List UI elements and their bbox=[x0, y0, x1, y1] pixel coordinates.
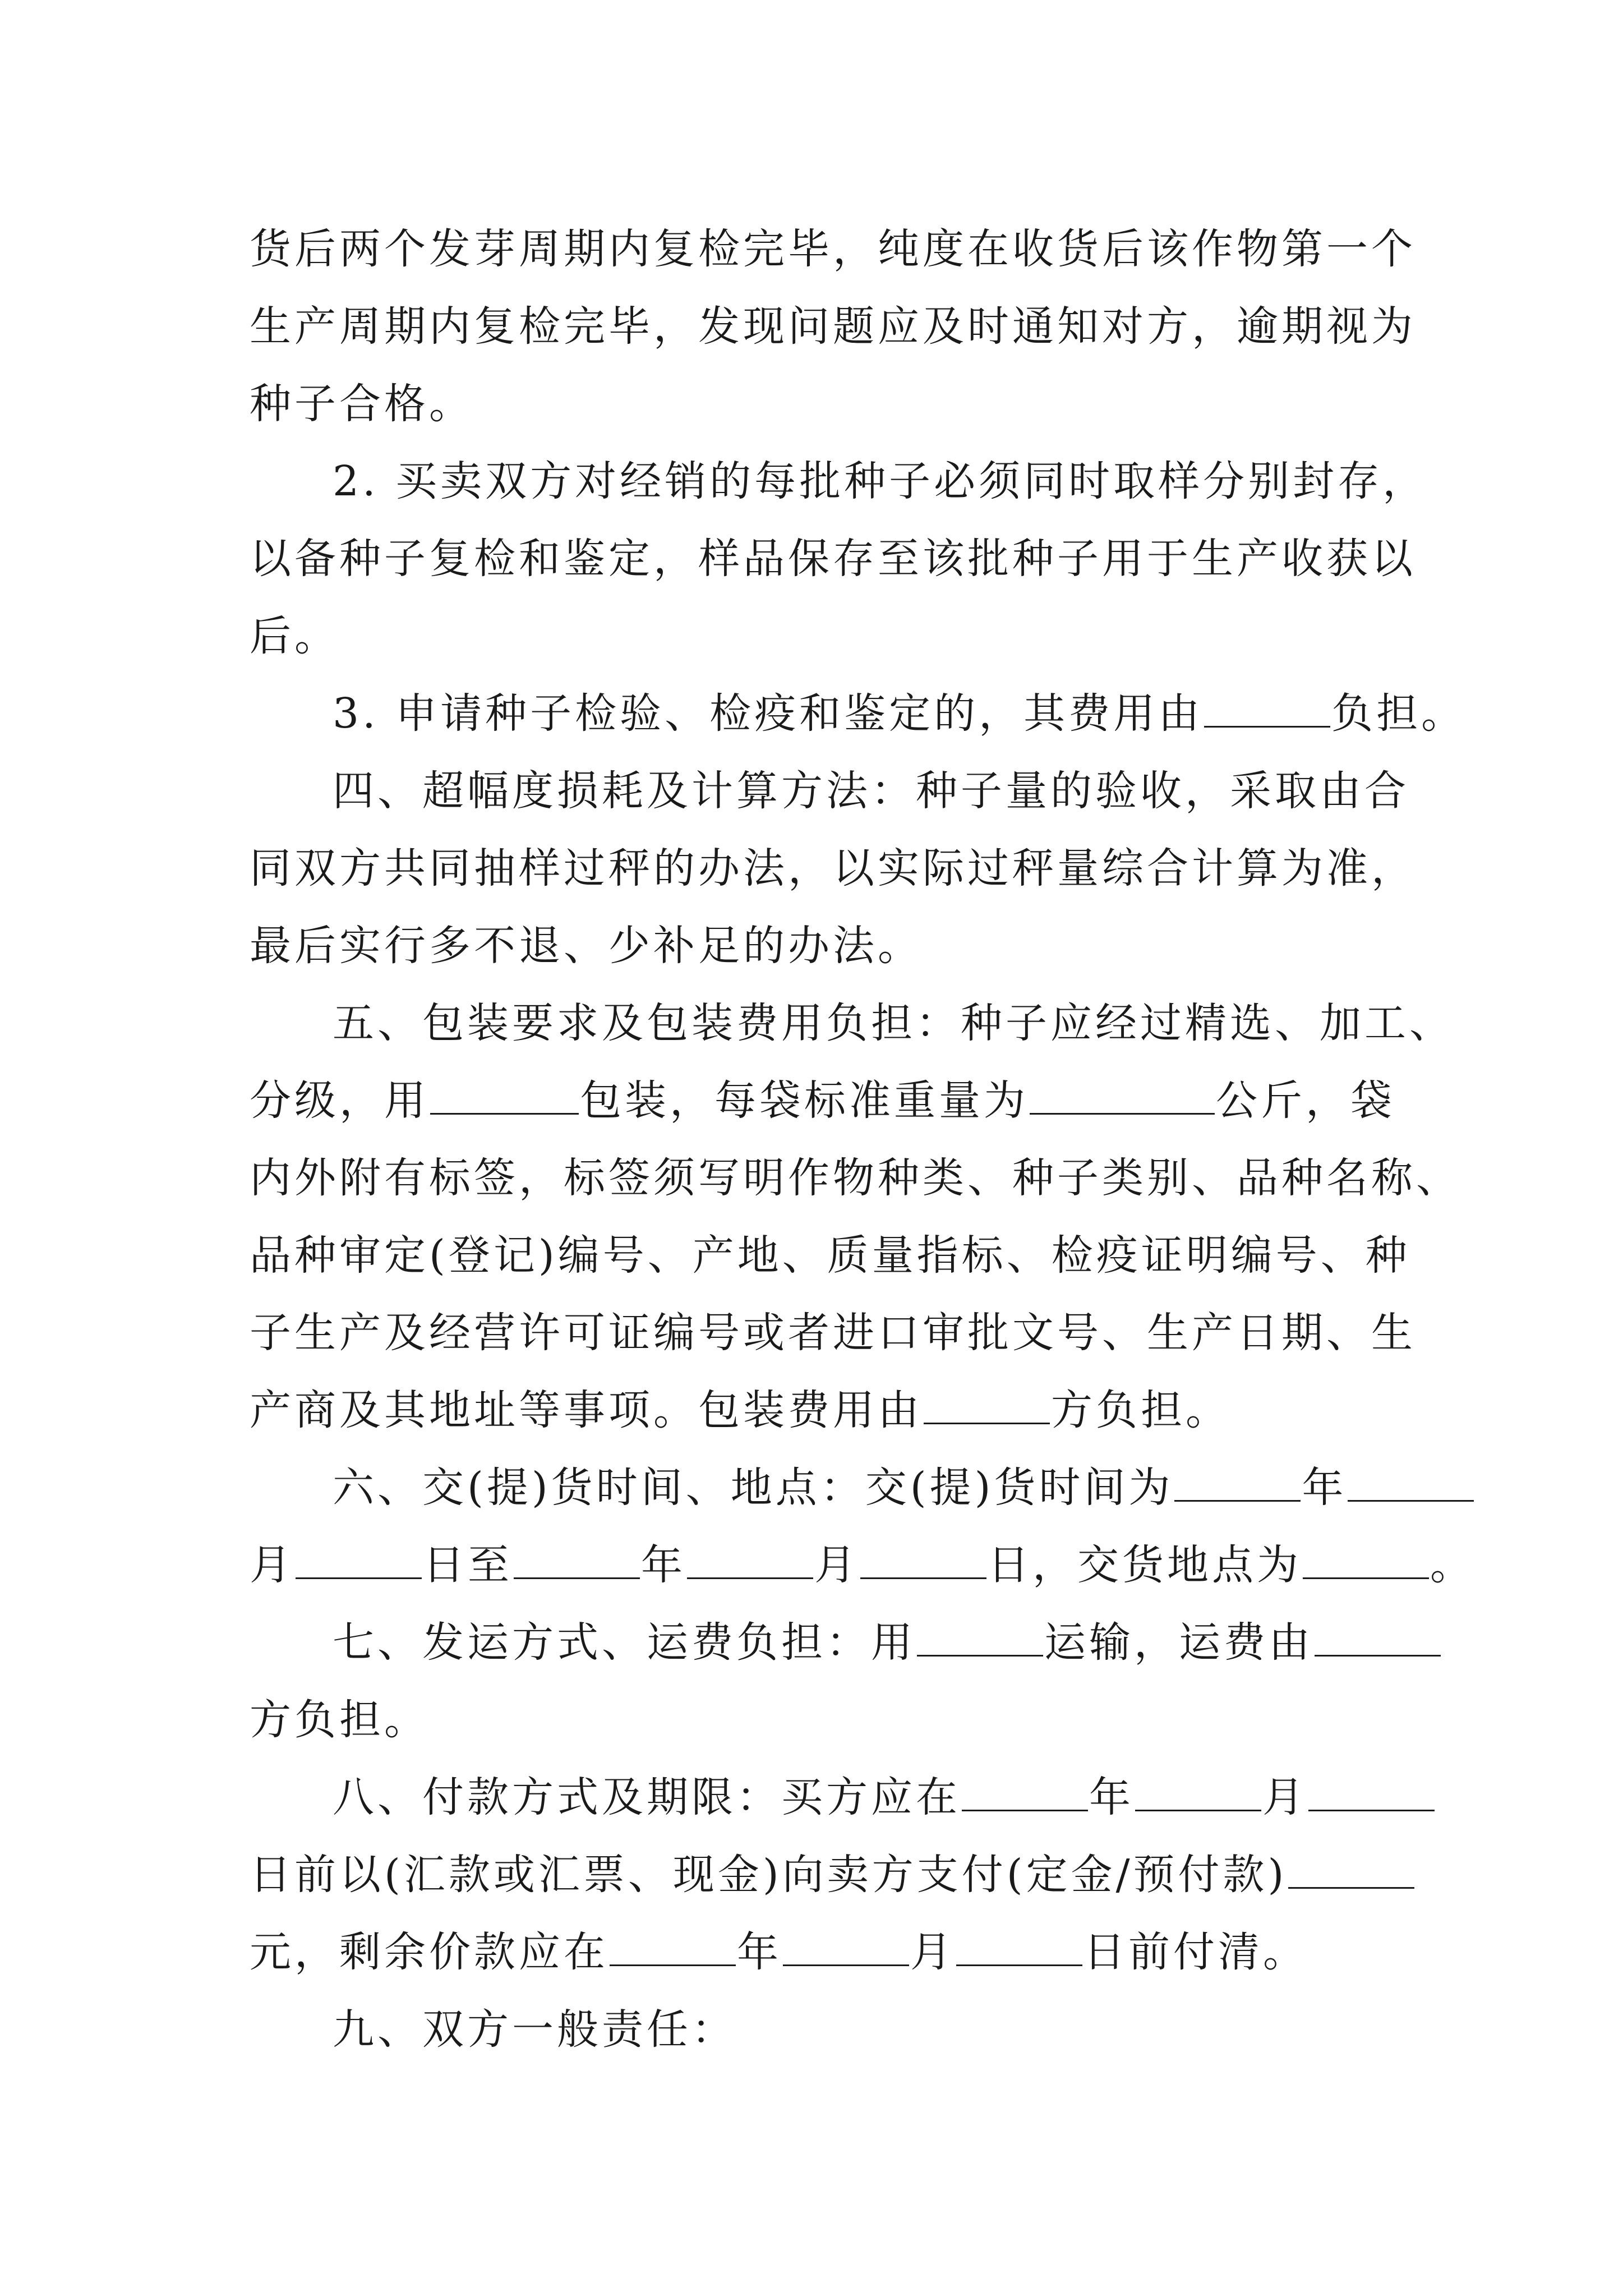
text-line: 四、超幅度损耗及计算方法：种子量的验收，采取由合 bbox=[333, 767, 1409, 815]
text-segment: 日前以(汇款或汇票、现金)向卖方支付(定金/预付款) bbox=[250, 1851, 1288, 1899]
paragraph-item-2 bbox=[250, 443, 1428, 675]
text-line: 子生产及经营许可证编号或者进口审批文号、生产日期、生 bbox=[250, 1309, 1416, 1357]
text-line bbox=[250, 1062, 1395, 1139]
paragraph-continued bbox=[250, 210, 1416, 443]
text-line: 后。 bbox=[250, 612, 339, 660]
text-segment: 。 bbox=[1430, 1541, 1475, 1589]
text-line: 以备种子复检和鉴定，样品保存至该批种子用于生产收获以 bbox=[250, 535, 1416, 583]
text-segment: 包装，每袋标准重量为 bbox=[580, 1076, 1029, 1125]
text-segment: 年 bbox=[737, 1928, 782, 1976]
fill-blank[interactable] bbox=[1135, 1776, 1261, 1811]
text-line bbox=[250, 1526, 1475, 1604]
text-segment: 日至 bbox=[423, 1541, 513, 1589]
text-segment: 分级，用 bbox=[250, 1076, 429, 1125]
text-segment: 运输，运费由 bbox=[1044, 1618, 1313, 1667]
text-segment: 月 bbox=[814, 1541, 859, 1589]
fill-blank[interactable] bbox=[783, 1931, 909, 1966]
text-segment: 月 bbox=[910, 1928, 955, 1976]
paragraph-section-8 bbox=[250, 1759, 1377, 1991]
text-segment: 元，剩余价款应在 bbox=[250, 1928, 608, 1976]
fill-blank[interactable] bbox=[956, 1931, 1082, 1966]
text-segment: 日前付清。 bbox=[1083, 1928, 1308, 1976]
fill-blank[interactable] bbox=[1315, 1621, 1441, 1657]
text-line bbox=[250, 675, 1467, 752]
fill-blank[interactable] bbox=[924, 1389, 1050, 1424]
fill-blank[interactable] bbox=[860, 1544, 986, 1579]
fill-blank[interactable] bbox=[430, 1079, 579, 1115]
text-line: 生产周期内复检完毕，发现问题应及时通知对方，逾期视为 bbox=[250, 302, 1416, 351]
fill-blank[interactable] bbox=[1308, 1776, 1435, 1811]
text-segment: 年 bbox=[641, 1541, 686, 1589]
text-line bbox=[250, 1759, 1377, 1836]
text-line: 九、双方一般责任： bbox=[333, 2005, 736, 2054]
fill-blank[interactable] bbox=[687, 1544, 813, 1579]
paragraph-section-6 bbox=[250, 1449, 1475, 1604]
text-line bbox=[250, 1449, 1377, 1526]
paragraph-section-4 bbox=[250, 752, 1416, 984]
text-line bbox=[250, 1604, 1377, 1681]
fill-blank[interactable] bbox=[610, 1931, 736, 1966]
paragraph-item-3 bbox=[250, 675, 1467, 752]
fill-blank[interactable] bbox=[1174, 1466, 1301, 1502]
text-segment: 七、发运方式、运费负担：用 bbox=[333, 1618, 916, 1667]
text-segment: 日，交货地点为 bbox=[988, 1541, 1302, 1589]
text-line bbox=[250, 1836, 1377, 1913]
text-segment: 月 bbox=[1262, 1773, 1307, 1821]
fill-blank[interactable] bbox=[962, 1776, 1088, 1811]
text-line: 品种审定(登记)编号、产地、质量指标、检疫证明编号、种 bbox=[250, 1231, 1410, 1280]
text-segment: 公斤，袋 bbox=[1216, 1076, 1395, 1125]
fill-blank[interactable] bbox=[296, 1544, 422, 1579]
paragraph-section-9 bbox=[250, 1991, 1377, 2068]
text-line: 五、包装要求及包装费用负担：种子应经过精选、加工、 bbox=[333, 999, 1454, 1047]
paragraph-section-7 bbox=[250, 1604, 1377, 1759]
fill-blank[interactable] bbox=[1204, 692, 1330, 728]
text-line: 方负担。 bbox=[250, 1696, 429, 1744]
text-line: 种子合格。 bbox=[250, 380, 474, 428]
document-body bbox=[250, 210, 1475, 2068]
text-line: 2. 买卖双方对经销的每批种子必须同时取样分别封存， bbox=[333, 457, 1428, 505]
text-line: 内外附有标签，标签须写明作物种类、种子类别、品种名称、 bbox=[250, 1154, 1461, 1202]
text-segment: 年 bbox=[1089, 1773, 1134, 1821]
text-segment: 六、交(提)货时间、地点：交(提)货时间为 bbox=[333, 1464, 1174, 1512]
fill-blank[interactable] bbox=[514, 1544, 640, 1579]
text-line bbox=[250, 1913, 1377, 1991]
text-line: 货后两个发芽周期内复检完毕，纯度在收货后该作物第一个 bbox=[250, 225, 1416, 273]
text-segment: 产商及其地址等事项。包装费用由 bbox=[250, 1386, 923, 1434]
text-line bbox=[250, 1372, 1377, 1449]
fill-blank[interactable] bbox=[1348, 1466, 1474, 1502]
text-segment: 3. 申请种子检验、检疫和鉴定的，其费用由 bbox=[333, 689, 1204, 738]
fill-blank[interactable] bbox=[1288, 1853, 1414, 1889]
text-segment: 负担。 bbox=[1331, 689, 1467, 738]
fill-blank[interactable] bbox=[1030, 1079, 1215, 1115]
fill-blank[interactable] bbox=[917, 1621, 1043, 1657]
text-line: 同双方共同抽样过秤的办法，以实际过秤量综合计算为准， bbox=[250, 844, 1416, 892]
text-segment: 年 bbox=[1302, 1464, 1347, 1512]
paragraph-section-5 bbox=[250, 984, 1461, 1449]
text-line: 最后实行多不退、少补足的办法。 bbox=[250, 922, 923, 970]
text-segment: 方负担。 bbox=[1051, 1386, 1230, 1434]
text-segment: 八、付款方式及期限：买方应在 bbox=[333, 1773, 961, 1821]
text-segment: 月 bbox=[250, 1541, 294, 1589]
fill-blank[interactable] bbox=[1303, 1544, 1429, 1579]
